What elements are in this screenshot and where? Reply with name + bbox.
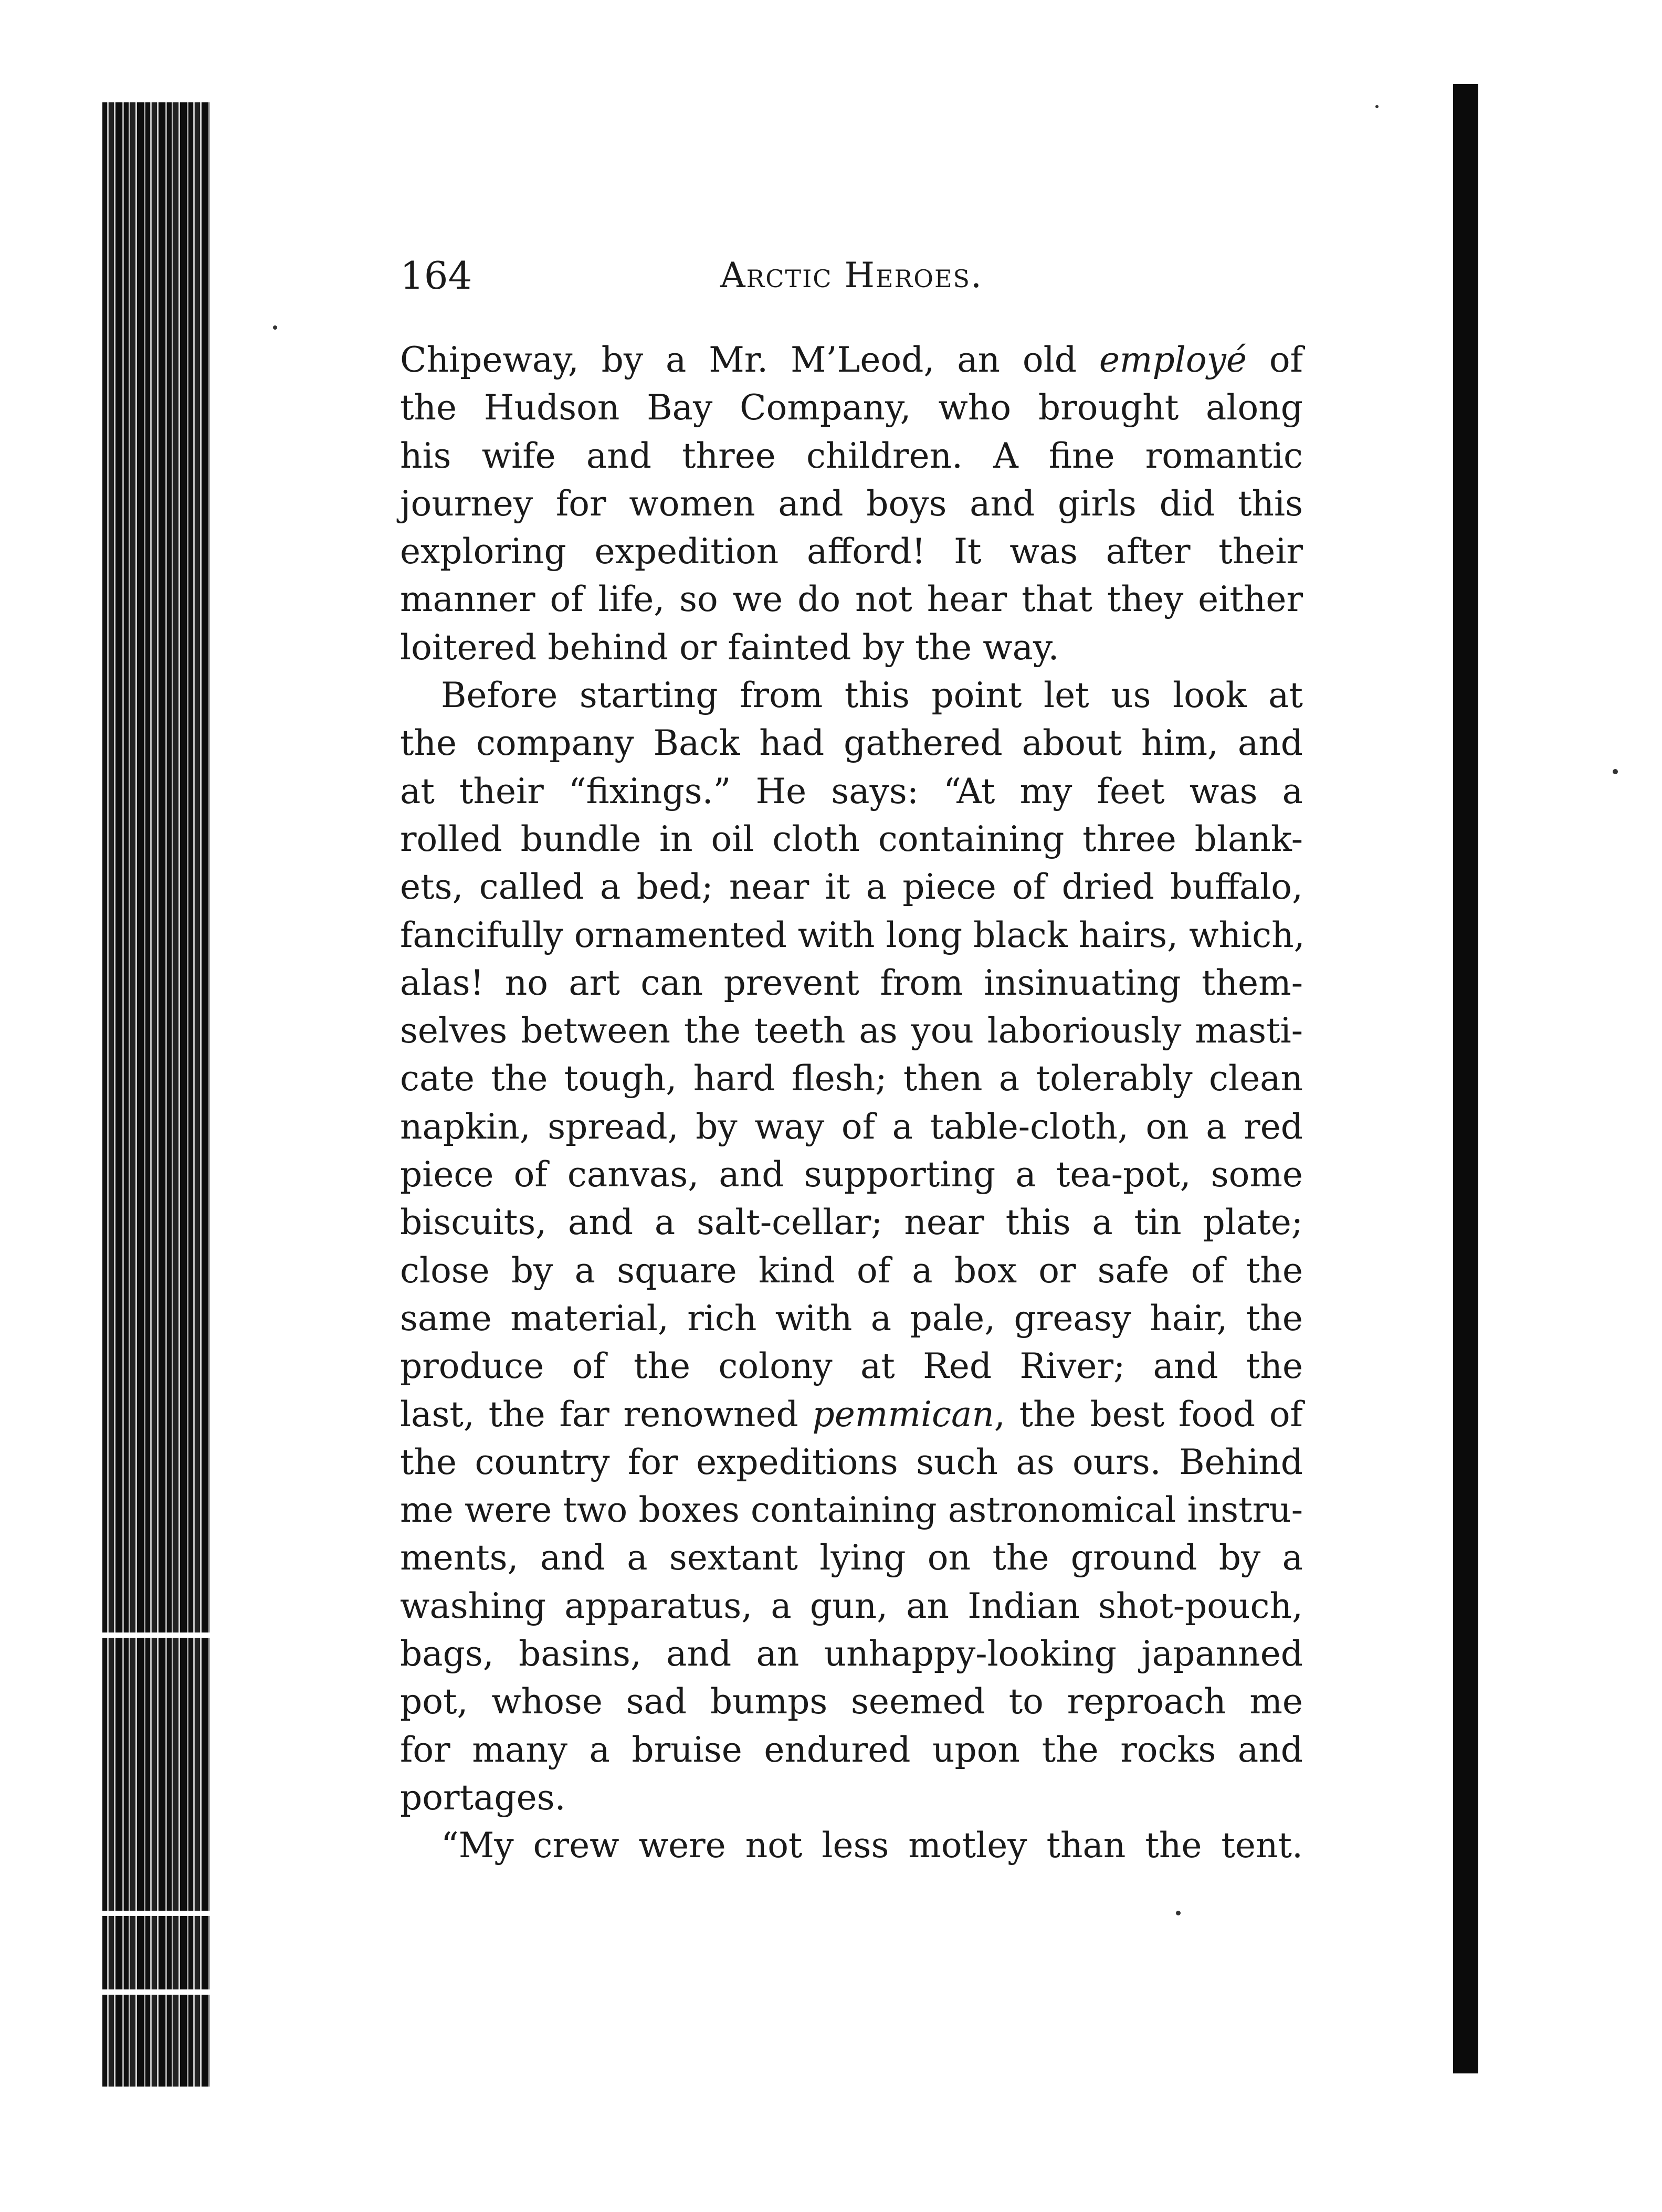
text-segment: the country for expeditions such as ours. Behind <box>400 1441 1303 1482</box>
text-line <box>400 336 1303 384</box>
text-segment: journey for women and boys and girls did this <box>400 483 1303 524</box>
text-line <box>400 1007 1303 1055</box>
text-line <box>400 1391 1303 1438</box>
text-segment: , the best food of <box>994 1394 1303 1435</box>
text-line <box>400 1342 1303 1390</box>
body-text <box>400 336 1303 1870</box>
text-line <box>400 1151 1303 1198</box>
text-line <box>400 719 1303 767</box>
text-segment: the company Back had gathered about him, and <box>400 723 1303 764</box>
text-segment: Chipeway, by a Mr. M’Leod, an old <box>400 340 1099 380</box>
text-segment: loitered behind or fainted by the way. <box>400 627 1059 668</box>
text-segment: napkin, spread, by way of a table-cloth, on a red <box>400 1106 1303 1147</box>
scan-speck <box>1375 105 1379 108</box>
italic-word: pemmican <box>812 1394 994 1435</box>
text-segment: me were two boxes containing astronomical instru- <box>400 1490 1303 1531</box>
text-segment: pot, whose sad bumps seemed to reproach me <box>400 1681 1303 1722</box>
text-segment: for many a bruise endured upon the rocks and <box>400 1729 1303 1770</box>
text-line <box>400 911 1303 959</box>
text-segment: of <box>1246 340 1303 380</box>
scan-speck <box>1613 769 1618 774</box>
running-head <box>400 247 1303 310</box>
text-segment: cate the tough, hard flesh; then a tolerably clean <box>400 1058 1303 1099</box>
text-line <box>400 1055 1303 1102</box>
text-segment: last, the far renowned <box>400 1394 813 1435</box>
text-line <box>400 1198 1303 1246</box>
text-line <box>400 959 1303 1007</box>
text-segment: alas! no art can prevent from insinuating them- <box>400 962 1303 1003</box>
scan-page-edge <box>1453 84 1478 2073</box>
text-line <box>400 671 1303 719</box>
text-line <box>400 1103 1303 1151</box>
text-line <box>400 1438 1303 1486</box>
text-line <box>400 767 1303 815</box>
text-line <box>400 1247 1303 1294</box>
text-segment: selves between the teeth as you laboriously masti- <box>400 1010 1303 1051</box>
text-line <box>400 863 1303 911</box>
text-segment: “My crew were not less motley than the tent. <box>441 1825 1303 1866</box>
text-segment: produce of the colony at Red River; and the <box>400 1346 1303 1387</box>
text-line <box>400 528 1303 575</box>
text-segment: ments, and a sextant lying on the ground by a <box>400 1537 1303 1578</box>
italic-word: employé <box>1099 340 1247 380</box>
text-segment: at their “fixings.” He says: “At my feet was a <box>400 771 1303 812</box>
text-line <box>400 432 1303 480</box>
text-segment: his wife and three children. A fine romantic <box>400 435 1303 476</box>
text-line <box>400 384 1303 431</box>
scan-binding-notch <box>79 1911 215 1916</box>
text-line <box>400 1726 1303 1774</box>
text-line <box>400 1534 1303 1582</box>
text-line <box>400 1630 1303 1678</box>
text-line <box>400 1294 1303 1342</box>
text-segment: portages. <box>400 1777 566 1818</box>
text-segment: ets, called a bed; near it a piece of dried buffalo, <box>400 867 1303 908</box>
text-segment: the Hudson Bay Company, who brought along <box>400 387 1303 428</box>
text-line <box>400 575 1303 623</box>
scan-binding-shadow <box>102 102 210 2087</box>
text-line <box>400 1774 1303 1821</box>
text-segment: fancifully ornamented with long black hairs, which, <box>400 914 1305 955</box>
text-segment: rolled bundle in oil cloth containing three blank- <box>400 818 1303 859</box>
text-segment: piece of canvas, and supporting a tea-pot, some <box>400 1154 1303 1195</box>
text-line <box>400 1821 1303 1869</box>
scan-binding-notch <box>79 1989 215 1995</box>
scan-binding-notch <box>79 1632 215 1638</box>
text-segment: bags, basins, and an unhappy-looking japanned <box>400 1634 1303 1674</box>
running-title: Arctic Heroes. <box>720 255 983 296</box>
text-segment: exploring expedition afford! It was after their <box>400 531 1303 572</box>
text-line <box>400 1582 1303 1630</box>
text-segment: biscuits, and a salt-cellar; near this a tin plate; <box>400 1202 1303 1243</box>
text-segment: manner of life, so we do not hear that they either <box>400 579 1303 620</box>
text-line <box>400 1486 1303 1534</box>
scan-speck <box>1176 1911 1181 1915</box>
text-segment: washing apparatus, a gun, an Indian shot-pouch, <box>400 1585 1303 1626</box>
text-segment: same material, rich with a pale, greasy hair, the <box>400 1298 1303 1339</box>
text-line <box>400 1678 1303 1725</box>
text-line <box>400 815 1303 863</box>
text-line <box>400 480 1303 528</box>
page-number: 164 <box>400 254 472 298</box>
text-segment: close by a square kind of a box or safe of the <box>400 1250 1303 1291</box>
scan-speck <box>273 325 277 330</box>
text-segment: Before starting from this point let us look at <box>441 675 1303 716</box>
text-line <box>400 624 1303 671</box>
